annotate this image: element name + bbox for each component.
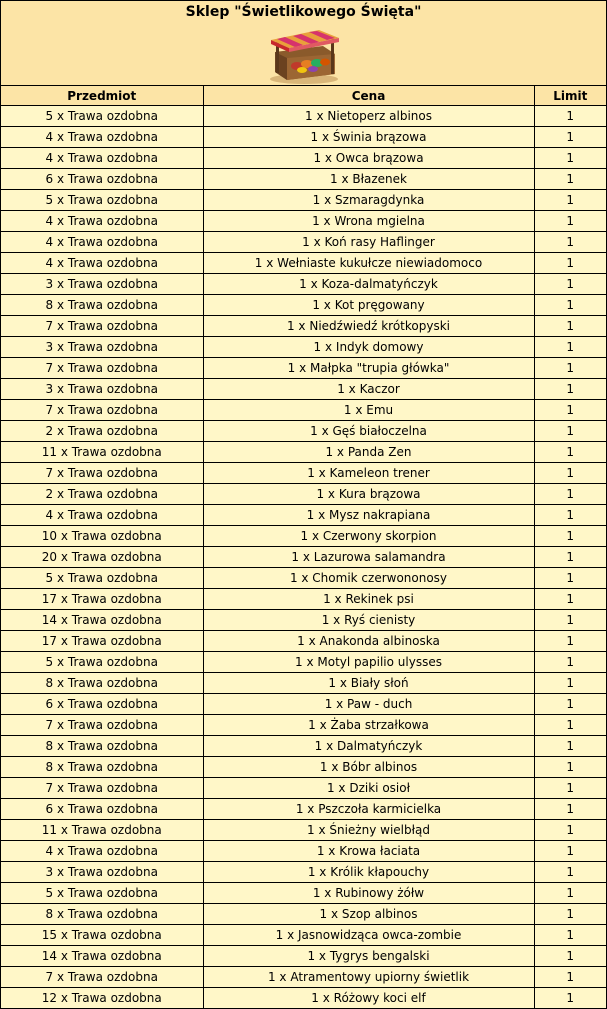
table-row xyxy=(1,295,606,316)
shop-header xyxy=(1,1,606,86)
item-cell: 8 x Trawa ozdobna xyxy=(1,904,203,925)
item-cell: 4 x Trawa ozdobna xyxy=(1,127,203,148)
item-cell: 3 x Trawa ozdobna xyxy=(1,274,203,295)
limit-cell: 1 xyxy=(534,778,606,799)
price-cell: 1 x Pszczoła karmicielka xyxy=(203,799,534,820)
limit-cell: 1 xyxy=(534,337,606,358)
limit-cell: 1 xyxy=(534,232,606,253)
price-cell: 1 x Szmaragdynka xyxy=(203,190,534,211)
item-cell: 7 x Trawa ozdobna xyxy=(1,778,203,799)
table-row xyxy=(1,547,606,568)
table-row xyxy=(1,463,606,484)
item-cell: 14 x Trawa ozdobna xyxy=(1,610,203,631)
limit-cell: 1 xyxy=(534,694,606,715)
table-row xyxy=(1,106,606,127)
table-row xyxy=(1,967,606,988)
price-cell: 1 x Koza-dalmatyńczyk xyxy=(203,274,534,295)
price-cell: 1 x Rekinek psi xyxy=(203,589,534,610)
table-row xyxy=(1,904,606,925)
table-row xyxy=(1,925,606,946)
limit-cell: 1 xyxy=(534,484,606,505)
item-cell: 17 x Trawa ozdobna xyxy=(1,631,203,652)
item-cell: 12 x Trawa ozdobna xyxy=(1,988,203,1009)
price-cell: 1 x Kot pręgowany xyxy=(203,295,534,316)
limit-cell: 1 xyxy=(534,589,606,610)
price-cell: 1 x Paw - duch xyxy=(203,694,534,715)
limit-cell: 1 xyxy=(534,568,606,589)
item-cell: 4 x Trawa ozdobna xyxy=(1,148,203,169)
column-header-limit: Limit xyxy=(534,86,606,106)
limit-cell: 1 xyxy=(534,148,606,169)
price-cell: 1 x Mysz nakrapiana xyxy=(203,505,534,526)
price-cell: 1 x Niedźwiedź krótkopyski xyxy=(203,316,534,337)
price-cell: 1 x Indyk domowy xyxy=(203,337,534,358)
item-cell: 7 x Trawa ozdobna xyxy=(1,358,203,379)
table-row xyxy=(1,862,606,883)
limit-cell: 1 xyxy=(534,652,606,673)
limit-cell: 1 xyxy=(534,862,606,883)
limit-cell: 1 xyxy=(534,547,606,568)
table-row xyxy=(1,694,606,715)
limit-cell: 1 xyxy=(534,127,606,148)
price-cell: 1 x Błazenek xyxy=(203,169,534,190)
table-row xyxy=(1,484,606,505)
limit-cell: 1 xyxy=(534,988,606,1009)
limit-cell: 1 xyxy=(534,841,606,862)
limit-cell: 1 xyxy=(534,526,606,547)
item-cell: 8 x Trawa ozdobna xyxy=(1,736,203,757)
limit-cell: 1 xyxy=(534,442,606,463)
price-cell: 1 x Koń rasy Haflinger xyxy=(203,232,534,253)
limit-cell: 1 xyxy=(534,274,606,295)
table-row xyxy=(1,988,606,1009)
limit-cell: 1 xyxy=(534,904,606,925)
table-body xyxy=(1,106,606,1009)
table-row xyxy=(1,505,606,526)
item-cell: 11 x Trawa ozdobna xyxy=(1,442,203,463)
price-cell: 1 x Ryś cienisty xyxy=(203,610,534,631)
price-cell: 1 x Śnieżny wielbłąd xyxy=(203,820,534,841)
table-row xyxy=(1,652,606,673)
item-cell: 8 x Trawa ozdobna xyxy=(1,673,203,694)
price-cell: 1 x Różowy koci elf xyxy=(203,988,534,1009)
item-cell: 4 x Trawa ozdobna xyxy=(1,211,203,232)
item-cell: 8 x Trawa ozdobna xyxy=(1,295,203,316)
table-row xyxy=(1,211,606,232)
price-cell: 1 x Emu xyxy=(203,400,534,421)
table-row xyxy=(1,883,606,904)
price-cell: 1 x Chomik czerwononosy xyxy=(203,568,534,589)
item-cell: 10 x Trawa ozdobna xyxy=(1,526,203,547)
item-cell: 14 x Trawa ozdobna xyxy=(1,946,203,967)
table-row xyxy=(1,169,606,190)
price-cell: 1 x Owca brązowa xyxy=(203,148,534,169)
table-row xyxy=(1,526,606,547)
table-row xyxy=(1,190,606,211)
limit-cell: 1 xyxy=(534,379,606,400)
limit-cell: 1 xyxy=(534,946,606,967)
item-cell: 4 x Trawa ozdobna xyxy=(1,841,203,862)
price-cell: 1 x Krowa łaciata xyxy=(203,841,534,862)
limit-cell: 1 xyxy=(534,883,606,904)
price-cell: 1 x Nietoperz albinos xyxy=(203,106,534,127)
limit-cell: 1 xyxy=(534,400,606,421)
item-cell: 6 x Trawa ozdobna xyxy=(1,169,203,190)
limit-cell: 1 xyxy=(534,106,606,127)
item-cell: 6 x Trawa ozdobna xyxy=(1,799,203,820)
price-cell: 1 x Dalmatyńczyk xyxy=(203,736,534,757)
limit-cell: 1 xyxy=(534,967,606,988)
price-cell: 1 x Wełniaste kukułcze niewiadomoco xyxy=(203,253,534,274)
column-header-item: Przedmiot xyxy=(1,86,203,106)
price-cell: 1 x Gęś białoczelna xyxy=(203,421,534,442)
item-cell: 2 x Trawa ozdobna xyxy=(1,484,203,505)
item-cell: 5 x Trawa ozdobna xyxy=(1,652,203,673)
item-cell: 7 x Trawa ozdobna xyxy=(1,967,203,988)
table-row xyxy=(1,631,606,652)
table-row xyxy=(1,400,606,421)
shop-title: Sklep "Świetlikowego Święta" xyxy=(185,4,422,20)
table-row xyxy=(1,253,606,274)
limit-cell: 1 xyxy=(534,799,606,820)
limit-cell: 1 xyxy=(534,715,606,736)
price-cell: 1 x Panda Zen xyxy=(203,442,534,463)
item-cell: 15 x Trawa ozdobna xyxy=(1,925,203,946)
item-cell: 8 x Trawa ozdobna xyxy=(1,757,203,778)
item-cell: 2 x Trawa ozdobna xyxy=(1,421,203,442)
item-cell: 3 x Trawa ozdobna xyxy=(1,379,203,400)
table-row xyxy=(1,358,606,379)
item-cell: 3 x Trawa ozdobna xyxy=(1,337,203,358)
column-header-price: Cena xyxy=(203,86,534,106)
price-cell: 1 x Żaba strzałkowa xyxy=(203,715,534,736)
item-cell: 7 x Trawa ozdobna xyxy=(1,400,203,421)
item-cell: 5 x Trawa ozdobna xyxy=(1,106,203,127)
limit-cell: 1 xyxy=(534,505,606,526)
price-cell: 1 x Wrona mgielna xyxy=(203,211,534,232)
price-cell: 1 x Małpka "trupia główka" xyxy=(203,358,534,379)
item-cell: 7 x Trawa ozdobna xyxy=(1,715,203,736)
item-cell: 5 x Trawa ozdobna xyxy=(1,883,203,904)
item-cell: 4 x Trawa ozdobna xyxy=(1,505,203,526)
table-row xyxy=(1,568,606,589)
price-cell: 1 x Lazurowa salamandra xyxy=(203,547,534,568)
table-row xyxy=(1,610,606,631)
limit-cell: 1 xyxy=(534,358,606,379)
table-row xyxy=(1,148,606,169)
table-row xyxy=(1,736,606,757)
table-row xyxy=(1,799,606,820)
table-row xyxy=(1,421,606,442)
limit-cell: 1 xyxy=(534,316,606,337)
limit-cell: 1 xyxy=(534,211,606,232)
price-cell: 1 x Kaczor xyxy=(203,379,534,400)
price-cell: 1 x Kameleon trener xyxy=(203,463,534,484)
table-row xyxy=(1,232,606,253)
table-row xyxy=(1,673,606,694)
price-cell: 1 x Szop albinos xyxy=(203,904,534,925)
price-cell: 1 x Królik kłapouchy xyxy=(203,862,534,883)
item-cell: 20 x Trawa ozdobna xyxy=(1,547,203,568)
price-cell: 1 x Dziki osioł xyxy=(203,778,534,799)
item-cell: 7 x Trawa ozdobna xyxy=(1,316,203,337)
item-cell: 5 x Trawa ozdobna xyxy=(1,190,203,211)
limit-cell: 1 xyxy=(534,820,606,841)
table-row xyxy=(1,715,606,736)
limit-cell: 1 xyxy=(534,736,606,757)
price-cell: 1 x Świnia brązowa xyxy=(203,127,534,148)
price-cell: 1 x Anakonda albinoska xyxy=(203,631,534,652)
item-cell: 6 x Trawa ozdobna xyxy=(1,694,203,715)
market-stall-icon xyxy=(267,26,341,84)
item-cell: 17 x Trawa ozdobna xyxy=(1,589,203,610)
limit-cell: 1 xyxy=(534,631,606,652)
table-row xyxy=(1,274,606,295)
limit-cell: 1 xyxy=(534,253,606,274)
price-cell: 1 x Czerwony skorpion xyxy=(203,526,534,547)
limit-cell: 1 xyxy=(534,190,606,211)
table-header-row xyxy=(1,86,606,106)
limit-cell: 1 xyxy=(534,757,606,778)
price-cell: 1 x Motyl papilio ulysses xyxy=(203,652,534,673)
limit-cell: 1 xyxy=(534,421,606,442)
table-row xyxy=(1,946,606,967)
price-cell: 1 x Tygrys bengalski xyxy=(203,946,534,967)
item-cell: 7 x Trawa ozdobna xyxy=(1,463,203,484)
table-row xyxy=(1,127,606,148)
table-row xyxy=(1,442,606,463)
limit-cell: 1 xyxy=(534,463,606,484)
limit-cell: 1 xyxy=(534,925,606,946)
table-row xyxy=(1,589,606,610)
price-cell: 1 x Bóbr albinos xyxy=(203,757,534,778)
item-cell: 11 x Trawa ozdobna xyxy=(1,820,203,841)
table-row xyxy=(1,316,606,337)
item-cell: 5 x Trawa ozdobna xyxy=(1,568,203,589)
item-cell: 3 x Trawa ozdobna xyxy=(1,862,203,883)
item-cell: 4 x Trawa ozdobna xyxy=(1,253,203,274)
item-cell: 4 x Trawa ozdobna xyxy=(1,232,203,253)
price-cell: 1 x Jasnowidząca owca-zombie xyxy=(203,925,534,946)
table-row xyxy=(1,757,606,778)
price-cell: 1 x Kura brązowa xyxy=(203,484,534,505)
limit-cell: 1 xyxy=(534,673,606,694)
price-cell: 1 x Atramentowy upiorny świetlik xyxy=(203,967,534,988)
price-cell: 1 x Biały słoń xyxy=(203,673,534,694)
table-row xyxy=(1,337,606,358)
table-row xyxy=(1,778,606,799)
table-row xyxy=(1,820,606,841)
limit-cell: 1 xyxy=(534,295,606,316)
table-row xyxy=(1,379,606,400)
limit-cell: 1 xyxy=(534,610,606,631)
price-cell: 1 x Rubinowy żółw xyxy=(203,883,534,904)
limit-cell: 1 xyxy=(534,169,606,190)
shop-table xyxy=(1,86,606,1008)
table-row xyxy=(1,841,606,862)
